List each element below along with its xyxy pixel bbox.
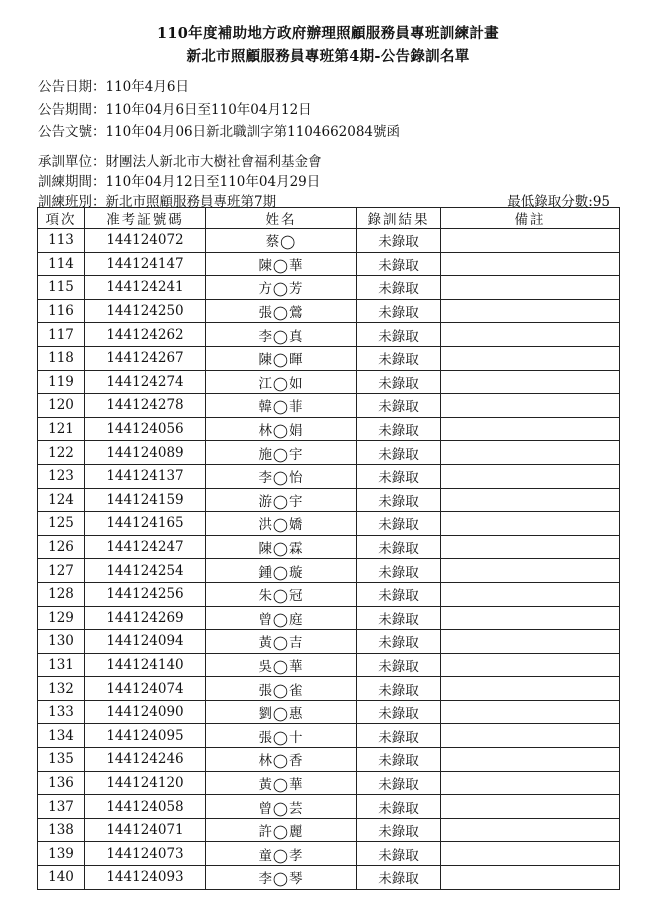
cell-result: 未錄取 [357, 818, 441, 842]
cell-note [441, 630, 620, 654]
document-subtitle: 新北市照顧服務員專班第4期-公告錄訓名單 [186, 48, 470, 65]
table-row [38, 630, 620, 654]
cell-note [441, 535, 620, 559]
cell-name: 林◯娟 [206, 417, 357, 441]
cell-name: 張◯鶯 [206, 299, 357, 323]
cell-note [441, 441, 620, 465]
table-row [38, 252, 620, 276]
table-row [38, 559, 620, 583]
cell-note [441, 582, 620, 606]
table-row [38, 606, 620, 630]
cell-note [441, 417, 620, 441]
cell-note [441, 229, 620, 253]
cell-exam-id: 144124250 [85, 299, 206, 323]
table-row [38, 700, 620, 724]
cell-exam-id: 144124095 [85, 724, 206, 748]
cell-result: 未錄取 [357, 323, 441, 347]
cell-no: 123 [38, 464, 85, 488]
announce-date-label: 公告日期： [38, 79, 106, 95]
table-row [38, 441, 620, 465]
cell-name: 陳◯華 [206, 252, 357, 276]
table-row [38, 323, 620, 347]
announce-doc-label: 公告文號： [38, 124, 106, 140]
table-row [38, 488, 620, 512]
cell-note [441, 464, 620, 488]
cell-exam-id: 144124278 [85, 394, 206, 418]
table-row [38, 748, 620, 772]
cell-no: 138 [38, 818, 85, 842]
training-period-line [38, 170, 320, 190]
cell-result: 未錄取 [357, 842, 441, 866]
cell-no: 127 [38, 559, 85, 583]
cell-no: 118 [38, 346, 85, 370]
table-row [38, 535, 620, 559]
table-row [38, 866, 620, 890]
cell-note [441, 512, 620, 536]
table-row [38, 370, 620, 394]
cell-no: 120 [38, 394, 85, 418]
announce-date-line [38, 75, 189, 95]
cell-result: 未錄取 [357, 724, 441, 748]
cell-result: 未錄取 [357, 252, 441, 276]
table-row [38, 299, 620, 323]
cell-exam-id: 144124074 [85, 677, 206, 701]
cell-no: 130 [38, 630, 85, 654]
announce-doc-value: 110年04月06日新北職訓字第1104662084號函 [105, 124, 401, 140]
cell-exam-id: 144124241 [85, 276, 206, 300]
table-row [38, 276, 620, 300]
announce-period-value: 110年04月6日至110年04月12日 [105, 102, 312, 118]
cell-name: 吳◯華 [206, 653, 357, 677]
cell-result: 未錄取 [357, 700, 441, 724]
cell-no: 131 [38, 653, 85, 677]
cell-result: 未錄取 [357, 559, 441, 583]
cell-name: 方◯芳 [206, 276, 357, 300]
cell-result: 未錄取 [357, 394, 441, 418]
cell-no: 132 [38, 677, 85, 701]
roster-table [37, 207, 620, 890]
table-row [38, 771, 620, 795]
cell-note [441, 866, 620, 890]
cell-result: 未錄取 [357, 582, 441, 606]
cell-exam-id: 144124246 [85, 748, 206, 772]
cell-result: 未錄取 [357, 488, 441, 512]
cell-name: 劉◯惠 [206, 700, 357, 724]
cell-note [441, 795, 620, 819]
header-note: 備註 [441, 208, 620, 229]
cell-exam-id: 144124071 [85, 818, 206, 842]
cell-result: 未錄取 [357, 630, 441, 654]
cell-exam-id: 144124269 [85, 606, 206, 630]
cell-no: 125 [38, 512, 85, 536]
cell-name: 林◯香 [206, 748, 357, 772]
table-row [38, 346, 620, 370]
cell-result: 未錄取 [357, 866, 441, 890]
training-class-label: 訓練班別： [38, 194, 106, 210]
training-org-label: 承訓單位： [38, 154, 106, 170]
cell-name: 張◯十 [206, 724, 357, 748]
cell-exam-id: 144124072 [85, 229, 206, 253]
cell-note [441, 606, 620, 630]
cell-name: 李◯琴 [206, 866, 357, 890]
cell-exam-id: 144124147 [85, 252, 206, 276]
cell-no: 115 [38, 276, 85, 300]
cell-exam-id: 144124262 [85, 323, 206, 347]
cell-note [441, 771, 620, 795]
min-score: 最低錄取分數:95 [507, 194, 610, 210]
table-row [38, 724, 620, 748]
cell-no: 136 [38, 771, 85, 795]
table-row [38, 464, 620, 488]
cell-no: 140 [38, 866, 85, 890]
cell-note [441, 252, 620, 276]
cell-name: 韓◯菲 [206, 394, 357, 418]
table-row [38, 677, 620, 701]
training-class-value: 新北市照顧服務員專班第7期 [105, 194, 277, 210]
table-row [38, 394, 620, 418]
table-row [38, 417, 620, 441]
cell-result: 未錄取 [357, 441, 441, 465]
training-org-value: 財團法人新北市大樹社會福利基金會 [105, 154, 322, 170]
cell-note [441, 323, 620, 347]
cell-exam-id: 144124090 [85, 700, 206, 724]
cell-note [441, 700, 620, 724]
cell-exam-id: 144124093 [85, 866, 206, 890]
announce-period-line [38, 98, 312, 118]
table-row [38, 582, 620, 606]
cell-result: 未錄取 [357, 795, 441, 819]
cell-no: 121 [38, 417, 85, 441]
cell-no: 134 [38, 724, 85, 748]
cell-no: 126 [38, 535, 85, 559]
cell-no: 116 [38, 299, 85, 323]
cell-result: 未錄取 [357, 464, 441, 488]
cell-name: 江◯如 [206, 370, 357, 394]
table-row [38, 795, 620, 819]
document-title: 110年度補助地方政府辦理照顧服務員專班訓練計畫 [157, 25, 499, 42]
cell-exam-id: 144124274 [85, 370, 206, 394]
cell-name: 陳◯暉 [206, 346, 357, 370]
cell-result: 未錄取 [357, 512, 441, 536]
cell-exam-id: 144124120 [85, 771, 206, 795]
cell-name: 許◯麗 [206, 818, 357, 842]
cell-name: 童◯孝 [206, 842, 357, 866]
training-period-value: 110年04月12日至110年04月29日 [105, 174, 321, 190]
cell-note [441, 724, 620, 748]
cell-no: 117 [38, 323, 85, 347]
cell-name: 黃◯吉 [206, 630, 357, 654]
cell-no: 114 [38, 252, 85, 276]
cell-name: 張◯雀 [206, 677, 357, 701]
training-period-label: 訓練期間： [38, 174, 106, 190]
cell-no: 119 [38, 370, 85, 394]
cell-result: 未錄取 [357, 606, 441, 630]
cell-name: 施◯宇 [206, 441, 357, 465]
header-no: 項次 [38, 208, 85, 229]
cell-exam-id: 144124267 [85, 346, 206, 370]
cell-result: 未錄取 [357, 276, 441, 300]
cell-result: 未錄取 [357, 748, 441, 772]
cell-exam-id: 144124159 [85, 488, 206, 512]
cell-note [441, 488, 620, 512]
cell-result: 未錄取 [357, 299, 441, 323]
table-row [38, 842, 620, 866]
cell-result: 未錄取 [357, 535, 441, 559]
cell-exam-id: 144124094 [85, 630, 206, 654]
cell-note [441, 748, 620, 772]
header-name: 姓名 [206, 208, 357, 229]
cell-exam-id: 144124073 [85, 842, 206, 866]
cell-note [441, 346, 620, 370]
cell-no: 128 [38, 582, 85, 606]
cell-note [441, 842, 620, 866]
cell-name: 李◯真 [206, 323, 357, 347]
cell-exam-id: 144124140 [85, 653, 206, 677]
cell-note [441, 677, 620, 701]
cell-exam-id: 144124089 [85, 441, 206, 465]
cell-no: 133 [38, 700, 85, 724]
cell-note [441, 276, 620, 300]
announce-doc-line [38, 120, 400, 140]
cell-note [441, 559, 620, 583]
cell-name: 曾◯庭 [206, 606, 357, 630]
table-row [38, 818, 620, 842]
cell-note [441, 394, 620, 418]
cell-no: 129 [38, 606, 85, 630]
announce-period-label: 公告期間： [38, 102, 106, 118]
cell-no: 135 [38, 748, 85, 772]
header-result: 錄訓結果 [357, 208, 441, 229]
cell-no: 122 [38, 441, 85, 465]
cell-result: 未錄取 [357, 229, 441, 253]
cell-note [441, 818, 620, 842]
cell-result: 未錄取 [357, 370, 441, 394]
cell-exam-id: 144124247 [85, 535, 206, 559]
cell-name: 黃◯華 [206, 771, 357, 795]
cell-result: 未錄取 [357, 771, 441, 795]
table-body [38, 229, 620, 890]
cell-name: 李◯怡 [206, 464, 357, 488]
cell-no: 139 [38, 842, 85, 866]
cell-name: 游◯宇 [206, 488, 357, 512]
cell-result: 未錄取 [357, 417, 441, 441]
cell-note [441, 299, 620, 323]
cell-exam-id: 144124058 [85, 795, 206, 819]
table-row [38, 653, 620, 677]
cell-exam-id: 144124256 [85, 582, 206, 606]
cell-result: 未錄取 [357, 653, 441, 677]
cell-name: 蔡◯ [206, 229, 357, 253]
cell-name: 鍾◯璇 [206, 559, 357, 583]
table-row [38, 512, 620, 536]
training-org-line [38, 150, 322, 170]
cell-exam-id: 144124165 [85, 512, 206, 536]
cell-exam-id: 144124137 [85, 464, 206, 488]
cell-note [441, 370, 620, 394]
cell-note [441, 653, 620, 677]
cell-name: 陳◯霖 [206, 535, 357, 559]
cell-no: 124 [38, 488, 85, 512]
announce-date-value: 110年4月6日 [105, 79, 189, 95]
table-header-row [38, 208, 620, 229]
cell-no: 113 [38, 229, 85, 253]
cell-name: 洪◯嬌 [206, 512, 357, 536]
cell-result: 未錄取 [357, 346, 441, 370]
cell-exam-id: 144124056 [85, 417, 206, 441]
cell-name: 朱◯冠 [206, 582, 357, 606]
cell-name: 曾◯芸 [206, 795, 357, 819]
cell-result: 未錄取 [357, 677, 441, 701]
header-exam-id: 准考証號碼 [85, 208, 206, 229]
table-row [38, 229, 620, 253]
cell-exam-id: 144124254 [85, 559, 206, 583]
cell-no: 137 [38, 795, 85, 819]
